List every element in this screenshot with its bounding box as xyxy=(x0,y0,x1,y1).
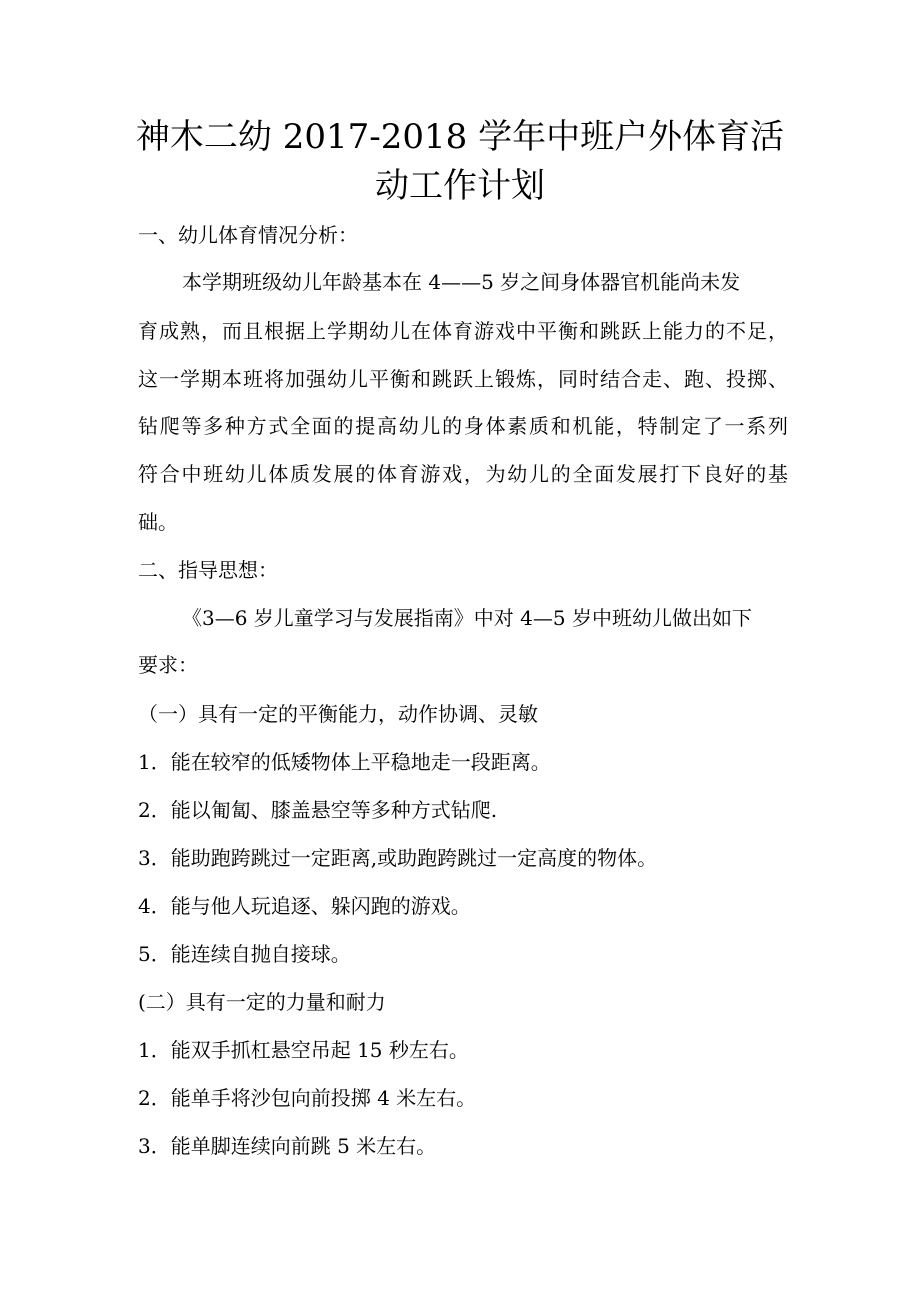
section-1-paragraph-line: 这一学期本班将加强幼儿平衡和跳跃上锻炼，同时结合走、跑、投掷、 xyxy=(138,367,788,391)
subsection-1-item: 1．能在较窄的低矮物体上平稳地走一段距离。 xyxy=(138,750,551,774)
section-1-paragraph-line: 本学期班级幼儿年龄基本在 4——5 岁之间身体器官机能尚未发 xyxy=(182,270,741,294)
subsection-1-heading: （一）具有一定的平衡能力，动作协调、灵敏 xyxy=(138,702,538,726)
section-1-paragraph-line: 础。 xyxy=(138,510,178,534)
section-2-intro-line: 《3—6 岁儿童学习与发展指南》中对 4—5 岁中班幼儿做出如下 xyxy=(182,606,752,630)
subsection-2-item: 3．能单脚连续向前跳 5 米左右。 xyxy=(138,1134,437,1158)
subsection-1-item: 4．能与他人玩追逐、躲闪跑的游戏。 xyxy=(138,894,471,918)
section-1-paragraph-line: 符合中班幼儿体质发展的体育游戏，为幼儿的全面发展打下良好的基 xyxy=(138,462,788,486)
subsection-2-item: 2．能单手将沙包向前投掷 4 米左右。 xyxy=(138,1086,477,1110)
section-2-heading: 二、指导思想： xyxy=(138,558,278,582)
document-title-line-2: 动工作计划 xyxy=(375,166,545,206)
section-1-paragraph-line: 钻爬等多种方式全面的提高幼儿的身体素质和机能，特制定了一系列 xyxy=(138,414,788,438)
subsection-1-item: 2．能以匍匐、膝盖悬空等多种方式钻爬. xyxy=(138,798,498,822)
subsection-1-item: 3．能助跑跨跳过一定距离,或助跑跨跳过一定高度的物体。 xyxy=(138,846,658,870)
subsection-1-item: 5．能连续自抛自接球。 xyxy=(138,942,351,966)
section-2-intro-line: 要求： xyxy=(138,653,198,677)
document-title-line-1: 神木二幼 2017-2018 学年中班户外体育活 xyxy=(135,117,785,157)
section-1-paragraph-line: 育成熟，而且根据上学期幼儿在体育游戏中平衡和跳跃上能力的不足， xyxy=(138,319,788,343)
subsection-2-heading: (二）具有一定的力量和耐力 xyxy=(138,990,386,1014)
subsection-2-item: 1．能双手抓杠悬空吊起 15 秒左右。 xyxy=(138,1038,469,1062)
section-1-heading: 一、幼儿体育情况分析： xyxy=(138,223,358,247)
